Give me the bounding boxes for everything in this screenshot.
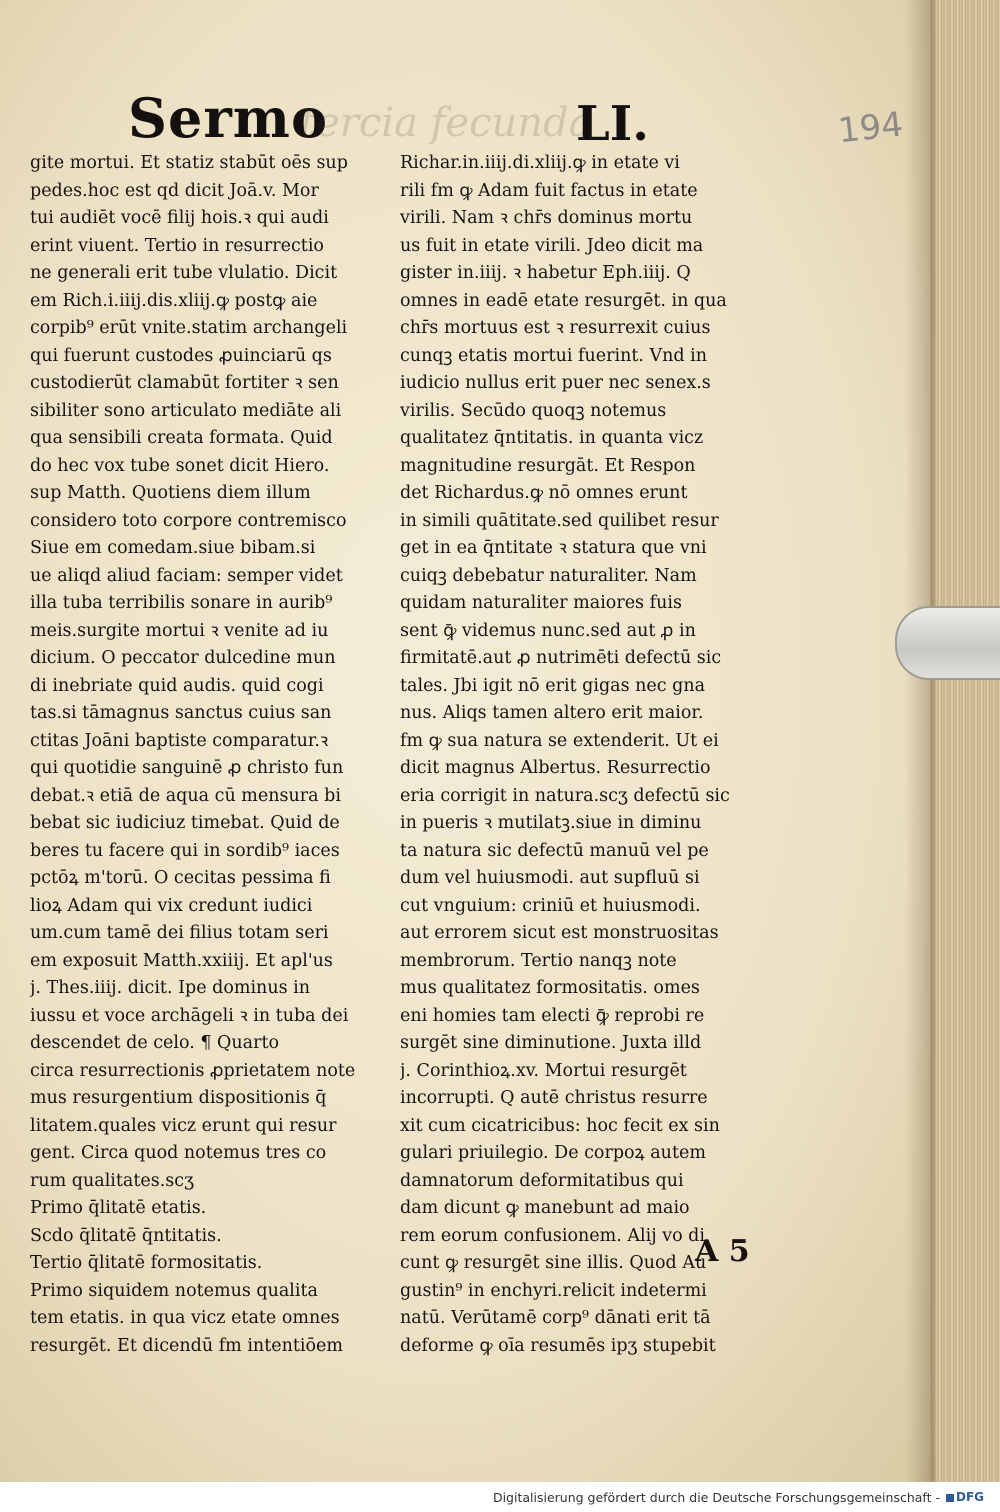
text-line: dicium. O peccator dulcedine mun (30, 648, 336, 668)
text-line: det Richardus.ꝙ nō omnes erunt (400, 483, 688, 503)
text-line: Tertio q̄litatē formositatis. (30, 1253, 263, 1273)
text-line: incorrupti. Q autē christus resurre (400, 1088, 708, 1108)
text-line: tem etatis. in qua vicz etate omnes (30, 1308, 340, 1328)
dfg-logo-icon (946, 1489, 990, 1505)
text-line: fm ꝙ sua natura se extenderit. Ut ei (400, 730, 719, 751)
text-line: deforme ꝙ oīa resumēs ipʒ stupebit (400, 1335, 716, 1356)
text-line: Richar.in.iiij.di.xliij.ꝙ in etate vi (400, 153, 680, 173)
text-line: gulari priuilegio. De corpoꝝ autem (400, 1143, 706, 1163)
text-line: qua sensibili creata formata. Quid (30, 428, 333, 448)
text-line: beres tu facere qui in sordib⁹ iaces (30, 840, 340, 861)
text-line: custodierūt clamabūt fortiter ꝛ sen (30, 373, 339, 393)
text-line: Primo q̄litatē etatis. (30, 1198, 207, 1218)
footer-credit: Digitalisierung gefördert durch die Deutsche Forschungsgemeinschaft - (492, 1490, 940, 1505)
text-line: pedes.hoc est qd dicit Joā.v. Mor (30, 180, 319, 201)
text-line: circa resurrectionis ꝓprietatem note (30, 1060, 356, 1081)
text-line: eria corrigit in natura.scʒ defectū sic (400, 785, 730, 806)
text-line: cunt ꝙ resurgēt sine illis. Quod Au (400, 1253, 707, 1273)
text-line: considero toto corpore contremisco (30, 510, 347, 531)
text-line: sibiliter sono articulato mediāte ali (30, 400, 342, 421)
page-edges (930, 0, 1000, 1482)
text-line: ctitas Joāni baptiste comparatur.ꝛ (30, 730, 329, 751)
text-column-left (30, 150, 392, 1360)
text-line: rem eorum confusionem. Alij vo di (400, 1225, 705, 1246)
text-line: illa tuba terribilis sonare in aurib⁹ (30, 593, 333, 613)
text-line: omnes in eadē etate resurgēt. in qua (400, 290, 727, 311)
text-line: Scdo q̄litatē q̄ntitatis. (30, 1225, 222, 1246)
pencil-folio-annotation: 194 (836, 104, 905, 152)
text-line: chr̄s mortuus est ꝛ resurrexit cuius (400, 318, 711, 338)
text-line: eni homies tam electi ꝙ̄ reprobi re (400, 1005, 705, 1026)
text-line: dam dicunt ꝙ manebunt ad maio (400, 1198, 690, 1218)
text-line: lioꝝ Adam qui vix credunt iudici (30, 895, 313, 916)
text-line: nus. Aliqs tamen altero erit maior. (400, 703, 704, 723)
text-line: Siue em comedam.siue bibam.si (30, 538, 316, 558)
text-line: firmitatē.aut ꝓ nutrimēti defectū sic (400, 648, 722, 668)
text-line: virilis. Secūdo quoqꝫ notemus (400, 400, 667, 421)
text-line: corpib⁹ erūt vnite.statim archangeli (30, 318, 348, 338)
text-line: in simili quātitate.sed quilibet resur (400, 510, 719, 531)
text-line: magnitudine resurgāt. Et Respon (400, 455, 696, 476)
text-line: mus resurgentium dispositionis q̄ (30, 1088, 327, 1108)
text-line: gent. Circa quod notemus tres co (30, 1143, 327, 1163)
text-line: iussu et voce archāgeli ꝛ in tuba dei (30, 1005, 349, 1026)
text-line: resurgēt. Et dicendū fm intentiōem (30, 1335, 343, 1356)
text-line: litatem.quales vicz erunt qui resur (30, 1115, 337, 1136)
gutter-shadow (905, 0, 935, 1482)
footer-bar (0, 1482, 1000, 1512)
text-line: xit cum cicatricibus: hoc fecit ex sin (400, 1115, 720, 1136)
text-line: virili. Nam ꝛ chr̄s dominus mortu (400, 208, 693, 228)
text-line: em Rich.i.iiij.dis.xliij.ꝙ postꝙ aie (30, 290, 318, 311)
text-line: iudicio nullus erit puer nec senex.s (400, 373, 711, 393)
text-line: gister in.iiij. ꝛ habetur Eph.iiij. Q (400, 263, 691, 283)
text-line: dicit magnus Albertus. Resurrectio (400, 758, 711, 778)
text-line: us fuit in etate virili. Jdeo dicit ma (400, 235, 704, 256)
running-head-sermo: Sermo (128, 86, 328, 150)
page-clip (895, 606, 1000, 680)
text-line: quidam naturaliter maiores fuis (400, 593, 682, 613)
text-line: in pueris ꝛ mutilatꝫ.siue in diminu (400, 813, 702, 833)
text-line: do hec vox tube sonet dicit Hiero. (30, 455, 330, 476)
text-line: cunqꝫ etatis mortui fuerint. Vnd in (400, 345, 708, 366)
text-line: gite mortui. Et statiz stabūt oēs sup (30, 153, 348, 173)
show-through-text: tercia fecunda (300, 100, 593, 146)
text-line: Primo siquidem notemus qualita (30, 1280, 318, 1301)
text-line: qualitatez q̄ntitatis. in quanta vicz (400, 428, 704, 448)
text-line: tui audiēt vocē filij hois.ꝛ qui audi (30, 208, 329, 228)
text-line: mus qualitatez formositatis. omes (400, 978, 700, 998)
text-line: debat.ꝛ etiā de aqua cū mensura bi (30, 785, 341, 806)
text-line: qui fuerunt custodes ꝓuinciarū qs (30, 345, 332, 366)
signature-mark: A 5 (695, 1234, 750, 1269)
text-line: pctōꝝ m'torū. O cecitas pessima fi (30, 868, 331, 888)
text-line: erint viuent. Tertio in resurrectio (30, 235, 324, 256)
text-line: rili fm ꝙ Adam fuit factus in etate (400, 180, 698, 201)
text-line: cut vnguium: criniū et huiusmodi. (400, 895, 701, 916)
text-line: surgēt sine diminutione. Juxta illd (400, 1033, 702, 1053)
text-line: j. Corinthioꝝ.xv. Mortui resurgēt (400, 1060, 687, 1081)
text-line: tas.si tāmagnus sanctus cuius san (30, 703, 332, 723)
text-line: di inebriate quid audis. quid cogi (30, 675, 324, 696)
text-line: sent ꝙ̄ videmus nunc.sed aut ꝓ in (400, 620, 696, 641)
text-line: damnatorum deformitatibus qui (400, 1170, 684, 1191)
text-line: rum qualitates.scʒ (30, 1170, 194, 1191)
text-line: membrorum. Tertio nanqꝫ note (400, 950, 677, 971)
text-line: natū. Verūtamē corp⁹ dānati erit tā (400, 1308, 711, 1328)
text-line: tales. Jbi igit nō erit gigas nec gna (400, 675, 706, 696)
text-line: bebat sic iudiciuz timebat. Quid de (30, 813, 340, 833)
text-line: ne generali erit tube vlulatio. Dicit (30, 263, 338, 283)
text-line: gustin⁹ in enchyri.relicit indetermi (400, 1280, 707, 1301)
text-line: qui quotidie sanguinē ꝓ christo fun (30, 758, 344, 778)
text-line: sup Matth. Quotiens diem illum (30, 483, 311, 503)
text-line: j. Thes.iiij. dicit. Ipe dominus in (30, 978, 311, 998)
text-line: ta natura sic defectū manuū vel pe (400, 840, 709, 861)
text-line: get in ea q̄ntitate ꝛ statura que vni (400, 538, 707, 558)
text-line: cuiqꝫ debebatur naturaliter. Nam (400, 565, 697, 586)
text-line: dum vel huiusmodi. aut supfluū si (400, 868, 700, 888)
text-line: descendet de celo. ¶ Quarto (30, 1033, 280, 1053)
folio-number: LI. (576, 96, 649, 152)
text-line: meis.surgite mortui ꝛ venite ad iu (30, 620, 329, 641)
dfg-logo-text: DFG (956, 1490, 985, 1504)
text-column-right (400, 150, 768, 1360)
text-line: em exposuit Matth.xxiiij. Et apl'us (30, 950, 333, 971)
text-line: um.cum tamē dei filius totam seri (30, 923, 329, 943)
text-line: aut errorem sicut est monstruositas (400, 923, 719, 943)
text-line: ue aliqd aliud faciam: semper videt (30, 565, 343, 586)
